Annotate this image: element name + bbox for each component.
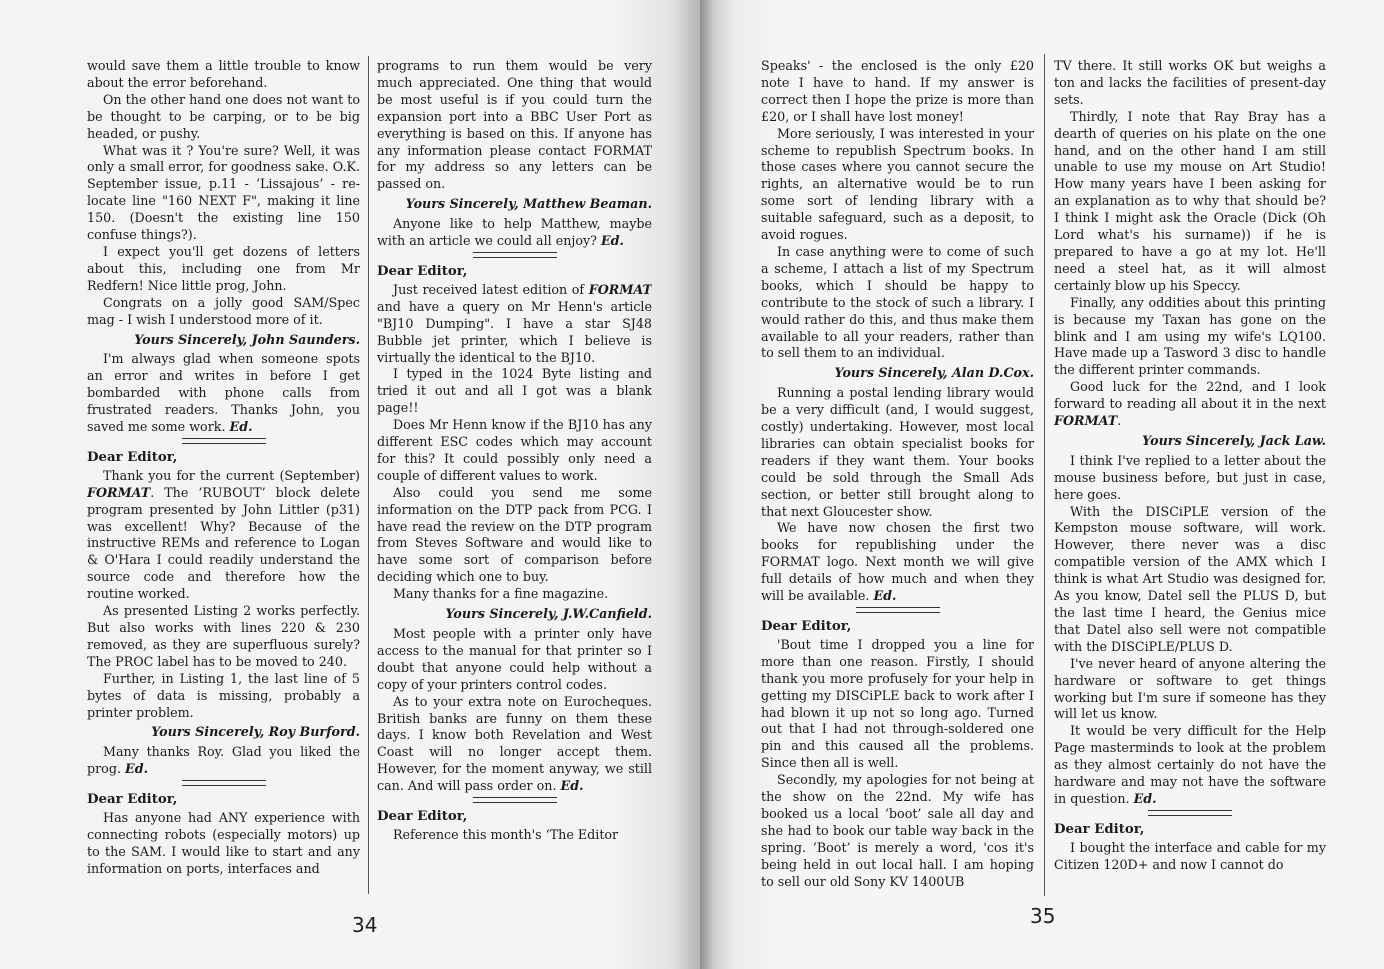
paragraph [87,468,360,603]
paragraph-text: Thank you for the current (September) [103,467,360,483]
paragraph: Does Mr Henn know if the BJ10 has any different ESC codes which may account for this? It could possibly only need a couple of different values to work. [377,417,652,483]
paragraph: Congrats on a jolly good SAM/Spec mag - I wish I understood more of it. [87,294,360,327]
format-title: FORMAT [588,281,652,297]
editor-reply [377,694,652,795]
editor-reply [377,216,652,250]
paragraph: I expect you'll get dozens of letters about this, including one from Mr Redfern! Nice little prog, John. [87,243,360,293]
paragraph: Has anyone had ANY experience with connecting robots (especially motors) up to the SAM. I would like to start and any information on ports, interfaces and [87,810,360,876]
right-column-1 [761,58,1034,890]
paragraph: Also could you send me some information on the DTP pack from PCG. I have read the review on the DTP program from Steves Software and would like to have some sort of comparison before deciding which one to buy. [377,484,652,585]
signature: Yours Sincerely, J.W.Canfield. [445,606,652,622]
signature: Yours Sincerely, Matthew Beaman. [405,196,652,212]
section-divider [856,607,940,613]
signature: Yours Sincerely, John Saunders. [134,331,360,347]
paragraph-text: and have a query on Mr Henn's article "BJ10 Dumping". I have a star SJ48 Bubble jet printer, which I believe is virtually the identical to the BJ10. [377,298,652,365]
letter-heading: Dear Editor, [87,449,178,465]
section-divider [473,252,557,258]
paragraph: I typed in the 1024 Byte listing and tried it out and all I got was a blank page!! [377,366,652,416]
section-divider [473,797,557,803]
right-page [700,0,1384,969]
format-title: FORMAT [1054,413,1118,429]
section-divider [182,438,266,444]
paragraph: Speaks' - the enclosed is the only £20 note I have to hand. If my answer is correct then I hope the prize is more than £20, or I shall have lost money! [761,58,1034,124]
paragraph: programs to run them would be very much appreciated. One thing that would be most useful is if you could turn the expansion port into a BBC User Port as everything is based on this. If anyone has any information please contact FORMAT for my address so any letters can be passed on. [377,58,652,192]
editor-reply [87,744,360,778]
editor-reply: With the DISCiPLE version of the Kempston mouse software, will work. However, there never was a disc compatible version of the AMX which I think is what Art Studio was designed for. As you know, Datel sell the PLUS D, but the last time I heard, the Genius mice that Datel also sell were not compatible with the DISCiPLE/PLUS D. [1054,503,1326,654]
paragraph: 'Bout time I dropped you a line for more than one reason. Firstly, I should thank you more profusely for your help in getting my DISCiPLE back to work after I had blown it up not so long ago. Turned out that I had not through-soldered one pin and this caused all the problems. Since then all is well. [761,636,1034,771]
paragraph: Secondly, my apologies for not being at the show on the 22nd. My wife has booked us a local ‘boot’ sale all day and she had to book our table way back in the spring. ‘Boot’ is merely a word, 'cos it's being held in out local hall. I am hoping to sell our old Sony KV 1400UB [761,772,1034,889]
paragraph: Thirdly, I note that Ray Bray has a dearth of queries on his plate on the one hand, and on the other hand I am still unable to use my mouse on Art Studio! How many years have I been asking for an explanation as to why that should be? I think I might ask the Oracle (Dick (Oh Lord what's his surname)) if he is prepared to have a go at my lot. He'll need a steel hat, as it will almost certainly blow up his Speccy. [1054,108,1326,293]
paragraph: What was it ? You're sure? Well, it was only a small error, for goodness sake. O.K. September issue, p.11 - ‘Lissajous’ - re-locate line "160 NEXT F", making it line 150. (Doesn't the existing line 150 confuse things?). [87,142,360,243]
page-number: 34 [352,913,378,937]
paragraph-text: . The ‘RUBOUT’ block delete program presented by John Littler (p31) was excellent! Why? Because of the instructive REMs and reference to Logan & O'Hara I could readily understand the source code and therefore how the routine worked. [87,484,360,602]
left-column-1 [87,58,360,888]
editor-reply [87,351,360,436]
signature: Yours Sincerely, Roy Burford. [151,724,360,740]
paragraph: More seriously, I was interested in your scheme to republish Spectrum books. In those cases where you cannot secure the rights, an alternative would be to run some sort of lending library with a suitable safeguard, such as a deposit, to avoid rogues. [761,125,1034,243]
editor-reply [761,520,1034,605]
ed-mark: Ed. [229,419,253,435]
editor-reply-text: As to your extra note on Eurocheques. British banks are funny on them these days. I know both Revelation and West Coast will no longer accept them. However, for the moment anyway, we still can. And will pass order on. [377,693,652,794]
paragraph-text: Just received latest edition of [393,281,585,297]
paragraph: Reference this month's ‘The Editor [393,826,619,842]
paragraph: TV there. It still works OK but weighs a ton and lacks the facilities of present-day sets. [1054,58,1326,107]
letter-heading: Dear Editor, [377,263,468,279]
column-divider [368,56,369,894]
editor-reply-text: I'm always glad when someone spots an error and writes in before I get bombarded with phone calls from frustrated readers. Thanks John, you saved me some work. [87,351,360,435]
signature: Yours Sincerely, Alan D.Cox. [834,365,1034,381]
paragraph: On the other hand one does not want to be thought to be carping, or to be big headed, or pushy. [87,91,360,141]
paragraph: In case anything were to come of such a scheme, I attach a list of my Spectrum books, which I should be happy to contribute to the stock of such a library. I would rather do this, and thus make them available to all your readers, rather than to sell them to an individual. [761,243,1034,361]
format-title: FORMAT [87,484,151,500]
ed-mark: Ed. [873,588,897,604]
ed-mark: Ed. [560,778,584,794]
paragraph: Further, in Listing 1, the last line of 5 bytes of data is missing, probably a printer problem. [87,670,360,720]
paragraph: Many thanks for a fine magazine. [393,586,609,602]
letter-heading: Dear Editor, [377,809,468,825]
paragraph: Good luck for the 22nd, and I look forward to reading all about it in the next FORMAT. [1054,379,1326,429]
editor-reply-text: Anyone like to help Matthew, maybe with an article we could all enjoy? [377,216,652,249]
signature: Yours Sincerely, Jack Law. [1142,432,1326,448]
editor-reply: Running a postal lending library would be a very difficult (and, I would suggest, costly) undertaking. However, most local libraries can obtain specialist books for readers if they want them. Your books could be sold through the Small Ads section, or better still brought along to that next Gloucester show. [761,385,1034,519]
ed-mark: Ed. [125,761,148,777]
section-divider [1148,810,1232,816]
letter-heading: Dear Editor, [761,619,852,634]
paragraph: Finally, any oddities about this printing is because my Taxan has gone on the blink and I am using my wife's LQ100. Have made up a Tasword 3 disc to handle the different printer commands. [1054,294,1326,378]
editor-reply: Most people with a printer only have access to the manual for that printer so I doubt that anyone could help without a copy of your printers control codes. [377,626,652,692]
letter-heading: Dear Editor, [1054,821,1145,837]
paragraph: would save them a little trouble to know about the error beforehand. [87,58,360,90]
editor-reply [1054,723,1326,808]
editor-reply-text: It would be very difficult for the Help Page masterminds to look at the problem as they almost certainly do not have the hardware and may not have the software in question. [1054,723,1326,806]
ed-mark: Ed. [601,233,624,249]
editor-reply-text: We have now chosen the first two books for republishing under the FORMAT logo. Next month we will give full details of how much and when they will be available. [761,520,1034,604]
paragraph: As presented Listing 2 works perfectly. But also works with lines 220 & 230 removed, as they are superfluous surely? The PROC label has to be moved to 240. [87,603,360,669]
page-number: 35 [1030,904,1056,928]
letter-heading: Dear Editor, [87,792,178,808]
ed-mark: Ed. [1133,790,1157,806]
paragraph [377,282,652,367]
paragraph: I bought the interface and cable for my Citizen 120D+ and now I cannot do [1054,839,1326,872]
left-column-2 [377,58,652,888]
editor-reply-text: Many thanks Roy. Glad you liked the prog. [87,744,360,777]
paragraph-text: Good luck for the 22nd, and I look forward to reading all about it in the next [1054,379,1326,412]
column-divider [1044,54,1045,896]
editor-reply: I think I've replied to a letter about the mouse business before, but just in case, here goes. [1054,452,1326,502]
editor-reply: I've never heard of anyone altering the hardware or software to get things working but I'm sure if someone has they will let us know. [1054,655,1326,722]
right-column-2 [1054,58,1326,890]
section-divider [182,780,266,786]
